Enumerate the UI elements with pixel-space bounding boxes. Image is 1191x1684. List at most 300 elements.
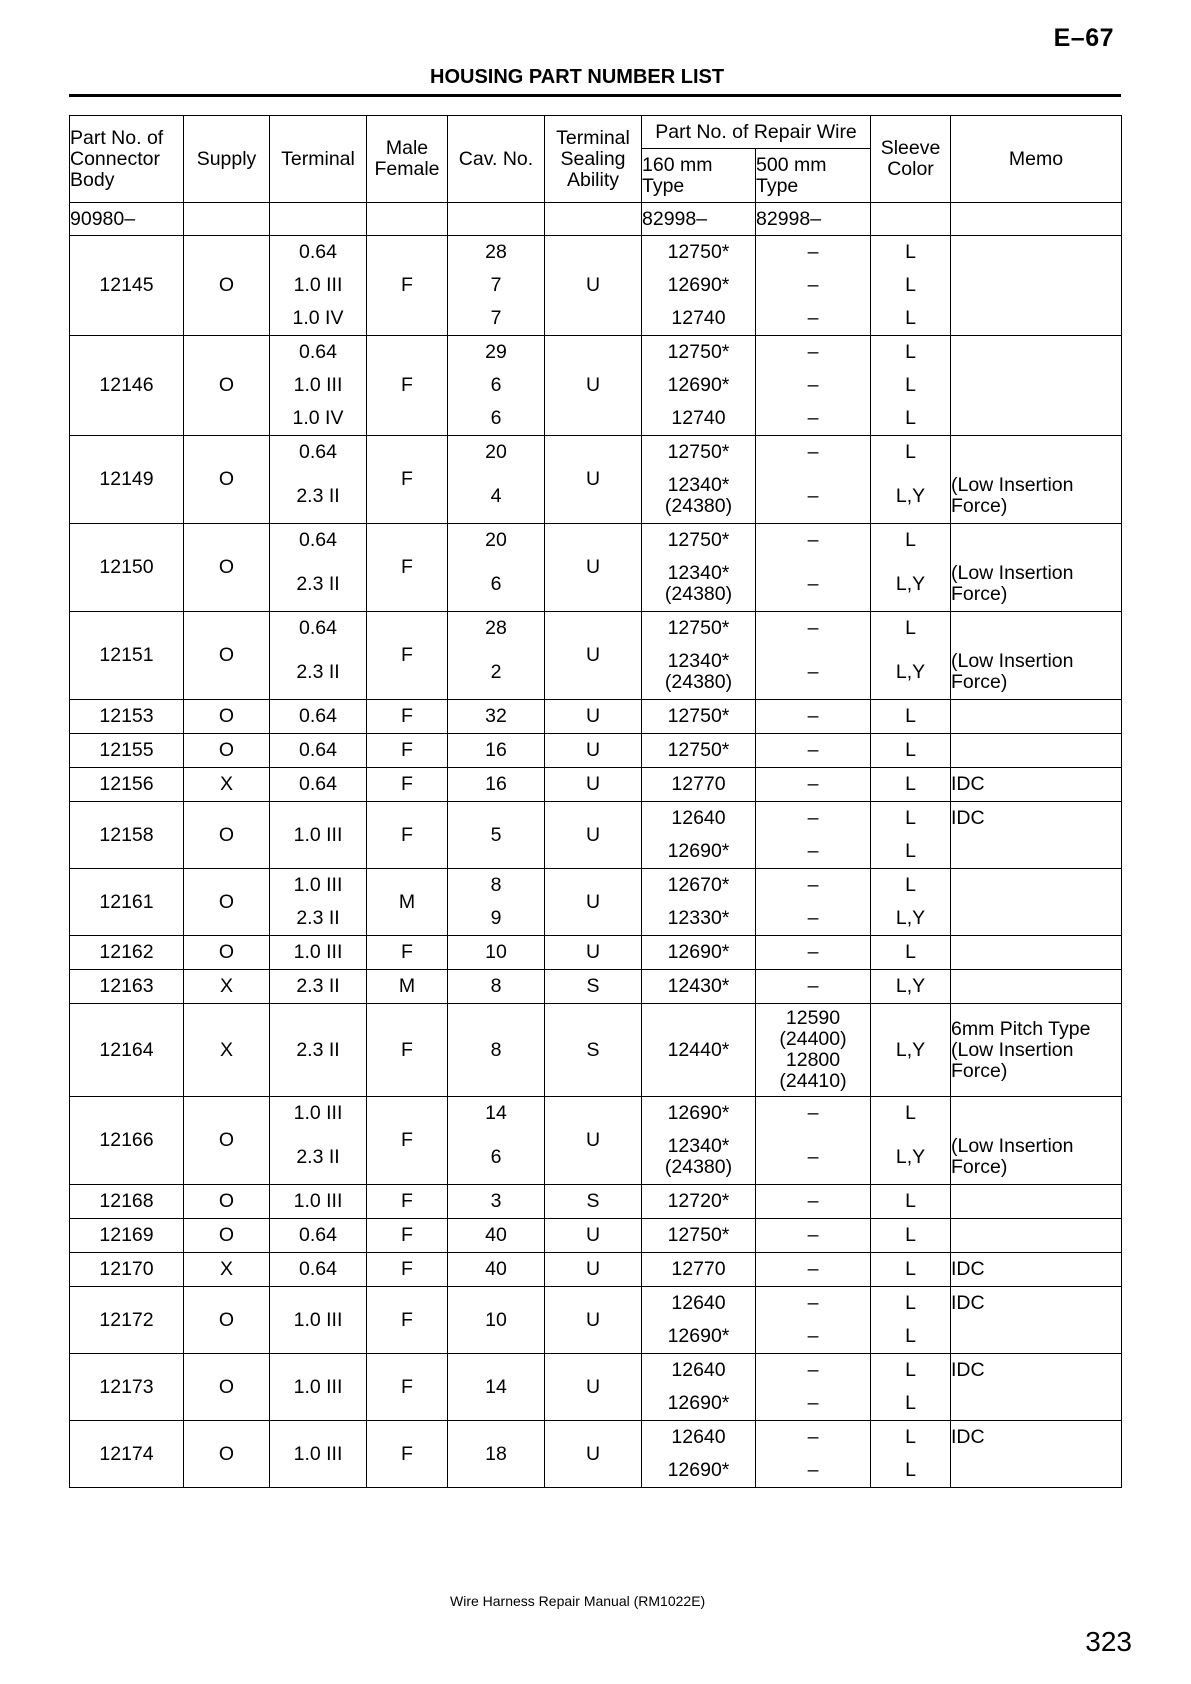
cav-no [448,869,545,936]
cell-line: – [807,773,819,795]
memo [951,336,1122,436]
col-header-cav-no: Cav. No. [448,116,545,203]
cell-line: 3 [490,1190,502,1212]
supply: O [184,869,270,936]
male-female: F [367,1219,448,1253]
cell-line: 2.3 II [296,661,340,683]
cell-line: 0.64 [299,773,337,795]
cell-line: 12690* [667,374,730,396]
terminal [270,869,367,936]
cell-line [951,236,1121,269]
table-row [70,1421,1122,1488]
memo [951,436,1122,524]
sleeve-color [871,612,951,700]
sealing: U [545,802,642,869]
page-number: 323 [1085,1626,1132,1657]
cell-line: 6 [490,573,502,595]
cell-line: 0.64 [299,241,337,263]
sleeve-color: L,Y [871,1004,951,1097]
wire-500 [756,1097,871,1185]
part-number: 12170 [70,1253,184,1287]
memo [951,612,1122,700]
cell-line: L,Y [895,975,926,997]
cell-line [951,1454,1121,1487]
cell-line: 12340* (24380) [664,650,733,693]
terminal: 1.0 III [270,1354,367,1421]
sleeve-color [871,869,951,936]
memo [951,1421,1122,1488]
cav-no [448,1253,545,1287]
supply: O [184,1219,270,1253]
wire500-prefix: 82998– [756,203,871,236]
male-female: F [367,1354,448,1421]
cell-line: 8 [490,975,502,997]
col-header-terminal: Terminal [270,116,367,203]
cell-line: L [905,807,916,829]
table-row [70,1004,1122,1097]
cell-line [951,936,1121,969]
cell-line [951,835,1121,868]
terminal [270,1253,367,1287]
terminal [270,436,367,524]
cav-no [448,936,545,970]
cell-line: L [905,617,916,639]
memo [951,734,1122,768]
cell-line [951,1320,1121,1353]
sleeve-color [871,768,951,802]
table-body [70,203,1122,1488]
cell-line: 28 [485,617,507,639]
cell-line: IDC [951,1292,985,1314]
col-header-160mm: 160 mm Type [642,149,756,203]
male-female: M [367,970,448,1004]
sealing: U [545,336,642,436]
cell-line: 0.64 [299,441,337,463]
cell-line: – [807,1292,819,1314]
cell-line: 2 [490,661,502,683]
memo [951,1253,1122,1287]
cell-line: L [905,307,916,329]
cell-line: 12640 [671,1426,726,1448]
part-number: 12153 [70,700,184,734]
cell-line: (Low Insertion Force) [951,650,1074,693]
cell-line: 12690* [667,274,730,296]
cav-no [448,436,545,524]
table-row [70,869,1122,936]
wire-500 [756,236,871,336]
wire-500 [756,869,871,936]
cell-line: L [905,274,916,296]
cell-line [951,700,1121,733]
sealing: U [545,700,642,734]
cell-line: – [807,1426,819,1448]
supply: O [184,1097,270,1185]
part-number: 12164 [70,1004,184,1097]
part-number: 12162 [70,936,184,970]
cell-line: – [807,1146,819,1168]
cell-line: 12750* [667,705,730,727]
cell-line: 2.3 II [296,573,340,595]
cell-line: 10 [485,941,507,963]
cell-line: IDC [951,1359,985,1381]
cell-line: 1.0 IV [292,407,344,429]
cell-line: – [807,407,819,429]
cell-line: 1.0 IV [292,307,344,329]
cell-line: 16 [485,773,507,795]
cell-line: – [807,705,819,727]
cell-line: L,Y [895,907,926,929]
male-female: F [367,1253,448,1287]
cell-line: 12740 [671,407,726,429]
memo [951,1097,1122,1185]
cell-line: L [905,1459,916,1481]
cell-line: 0.64 [299,617,337,639]
cell-line: – [807,1325,819,1347]
sealing: U [545,524,642,612]
cell-line: – [807,1102,819,1124]
cell-line: – [807,874,819,896]
cell-line: 0.64 [299,341,337,363]
cell-line [951,402,1121,435]
wire160-prefix: 82998– [642,203,756,236]
cell-line: L,Y [895,573,926,595]
memo [951,970,1122,1004]
cell-line: L [905,1258,916,1280]
cell-line: IDC [951,1426,985,1448]
wire-500 [756,524,871,612]
part-number: 12149 [70,436,184,524]
cell-line: L [905,374,916,396]
supply: O [184,936,270,970]
part-number: 12145 [70,236,184,336]
sealing: U [545,612,642,700]
table-row [70,1097,1122,1185]
cell-line: 12750* [667,529,730,551]
wire-500 [756,734,871,768]
cell-line: 32 [485,705,507,727]
part-number: 12151 [70,612,184,700]
cell-line: 9 [490,907,502,929]
male-female: F [367,936,448,970]
cell-line: – [807,485,819,507]
cell-line [951,336,1121,369]
cell-line: L [905,407,916,429]
prefix-row [70,203,1122,236]
cell-line: L [905,941,916,963]
cell-line [951,524,1121,557]
table-row [70,936,1122,970]
memo [951,768,1122,802]
cell-line: – [807,529,819,551]
sleeve-color [871,336,951,436]
memo [951,1185,1122,1219]
cell-line: 12750* [667,241,730,263]
sleeve-color [871,936,951,970]
cell-line: – [807,1359,819,1381]
cell-line: 12740 [671,307,726,329]
part-number: 12174 [70,1421,184,1488]
supply: O [184,612,270,700]
table-row [70,700,1122,734]
cell-line: (Low Insertion Force) [951,562,1074,605]
cell-line: 12690* [667,941,730,963]
page-title: HOUSING PART NUMBER LIST [430,66,725,88]
cell-line: L,Y [895,1146,926,1168]
cell-line: L [905,441,916,463]
table-row [70,236,1122,336]
cell-line: 12750* [667,617,730,639]
memo: 6mm Pitch Type (Low Insertion Force) [951,1004,1122,1097]
cell-line: 12340* (24380) [664,1135,733,1178]
male-female: F [367,336,448,436]
cav-no: 8 [448,1004,545,1097]
supply: X [184,970,270,1004]
male-female: F [367,734,448,768]
col-header-memo: Memo [951,116,1122,203]
cell-line [951,302,1121,335]
wire-160 [642,970,756,1004]
memo [951,700,1122,734]
cell-line: – [807,274,819,296]
wire-500 [756,436,871,524]
cell-line: – [807,1258,819,1280]
title-rule [69,94,1121,97]
cell-line: IDC [951,1258,985,1280]
memo [951,1287,1122,1354]
cell-line: – [807,840,819,862]
terminal [270,1219,367,1253]
cell-line [951,269,1121,302]
cell-line: – [807,661,819,683]
male-female: F [367,802,448,869]
cell-line: 1.0 III [293,1102,343,1124]
part-number: 12150 [70,524,184,612]
wire-160 [642,1421,756,1488]
housing-part-table [69,115,1122,1488]
cell-line: 12750* [667,1224,730,1246]
memo [951,802,1122,869]
terminal: 1.0 III [270,1421,367,1488]
sealing: U [545,1421,642,1488]
cell-line: L,Y [895,485,926,507]
terminal [270,936,367,970]
cell-line: 29 [485,341,507,363]
sleeve-color [871,1097,951,1185]
part-number: 12168 [70,1185,184,1219]
cell-line: (Low Insertion Force) [951,474,1074,517]
cav-no [448,336,545,436]
wire-160 [642,1219,756,1253]
sleeve-color [871,700,951,734]
cell-line: 12690* [667,840,730,862]
wire-500 [756,802,871,869]
sealing: U [545,1097,642,1185]
cell-line: L [905,1359,916,1381]
cell-line: 20 [485,441,507,463]
sealing: U [545,869,642,936]
terminal [270,524,367,612]
cav-no: 5 [448,802,545,869]
cell-line: 0.64 [299,739,337,761]
wire-500 [756,768,871,802]
cell-line: – [807,374,819,396]
cell-line: – [807,617,819,639]
cell-line: 14 [485,1102,507,1124]
cell-line: L [905,529,916,551]
cell-line: 0.64 [299,529,337,551]
supply: O [184,236,270,336]
sealing: S [545,1185,642,1219]
cell-line: 2.3 II [296,1146,340,1168]
male-female: F [367,1185,448,1219]
cell-line: – [807,241,819,263]
cav-no [448,1219,545,1253]
wire-160 [642,1354,756,1421]
terminal [270,1097,367,1185]
sleeve-color [871,1185,951,1219]
cell-line: 0.64 [299,705,337,727]
cell-line: 12690* [667,1392,730,1414]
male-female: F [367,436,448,524]
sealing: U [545,1219,642,1253]
memo [951,1354,1122,1421]
male-female: F [367,768,448,802]
cell-line: 40 [485,1224,507,1246]
supply: O [184,1185,270,1219]
sealing: S [545,1004,642,1097]
cell-line: L [905,840,916,862]
cell-line: L [905,1325,916,1347]
cell-line: 8 [490,874,502,896]
cav-no [448,970,545,1004]
wire-500 [756,936,871,970]
cell-line: IDC [951,807,985,829]
cell-line: 12340* (24380) [664,474,733,517]
part-number: 12156 [70,768,184,802]
cell-line [951,734,1121,767]
wire-160 [642,524,756,612]
part-number: 12158 [70,802,184,869]
cav-no: 18 [448,1421,545,1488]
cell-line: – [807,1392,819,1414]
part-number: 12173 [70,1354,184,1421]
male-female: M [367,869,448,936]
terminal [270,1185,367,1219]
wire-160 [642,336,756,436]
cell-line: 12640 [671,807,726,829]
cav-no: 10 [448,1287,545,1354]
supply: X [184,768,270,802]
wire-160 [642,869,756,936]
supply: O [184,436,270,524]
cell-line: 12720* [667,1190,730,1212]
cell-line: L [905,705,916,727]
cell-line [951,1219,1121,1252]
cell-line [951,369,1121,402]
wire-500 [756,612,871,700]
supply: O [184,336,270,436]
cav-no [448,1097,545,1185]
table-row [70,436,1122,524]
cell-line: – [807,441,819,463]
cell-line: – [807,739,819,761]
cell-line: 12640 [671,1292,726,1314]
sealing: U [545,436,642,524]
memo [951,936,1122,970]
cell-line: 12430* [667,975,730,997]
cell-line: – [807,807,819,829]
col-header-500mm: 500 mm Type [756,149,871,203]
sealing: U [545,1253,642,1287]
cell-line: 12770 [671,1258,726,1280]
sleeve-color [871,1354,951,1421]
sleeve-color [871,1287,951,1354]
male-female: F [367,1097,448,1185]
memo [951,524,1122,612]
sleeve-color [871,436,951,524]
cell-line: 6 [490,1146,502,1168]
table-row [70,1253,1122,1287]
table-row [70,612,1122,700]
male-female: F [367,1004,448,1097]
wire-500 [756,1253,871,1287]
supply: O [184,802,270,869]
cell-line: 2.3 II [296,975,340,997]
col-header-sleeve: Sleeve Color [871,116,951,203]
cell-line: 12330* [667,907,730,929]
cell-line: 6 [490,407,502,429]
wire-160: 12440* [642,1004,756,1097]
footer-manual: Wire Harness Repair Manual (RM1022E) [450,1593,706,1609]
cell-line: 1.0 III [293,874,343,896]
cell-line: 12770 [671,773,726,795]
cell-line: – [807,573,819,595]
page-code: E–67 [1053,24,1114,52]
sealing: U [545,1287,642,1354]
supply: O [184,1421,270,1488]
wire-500 [756,970,871,1004]
cell-line [951,612,1121,645]
part-number: 12163 [70,970,184,1004]
cell-line: 6 [490,374,502,396]
supply: O [184,700,270,734]
col-header-male-female: Male Female [367,116,448,203]
sealing: U [545,936,642,970]
cell-line: 20 [485,529,507,551]
table-row [70,734,1122,768]
cell-line: 12670* [667,874,730,896]
memo [951,869,1122,936]
cav-no: 14 [448,1354,545,1421]
wire-500: 12590 (24400) 12800 (24410) [756,1004,871,1097]
cell-line: L [905,1224,916,1246]
sleeve-color [871,802,951,869]
terminal [270,970,367,1004]
cell-line [951,1387,1121,1420]
sleeve-color [871,236,951,336]
cell-line: L,Y [895,661,926,683]
terminal: 2.3 II [270,1004,367,1097]
cell-line: 16 [485,739,507,761]
table-row [70,768,1122,802]
supply: O [184,1287,270,1354]
cell-line: 40 [485,1258,507,1280]
supply: O [184,524,270,612]
sleeve-color [871,970,951,1004]
sleeve-color [871,1421,951,1488]
wire-500 [756,1219,871,1253]
cell-line: L [905,739,916,761]
